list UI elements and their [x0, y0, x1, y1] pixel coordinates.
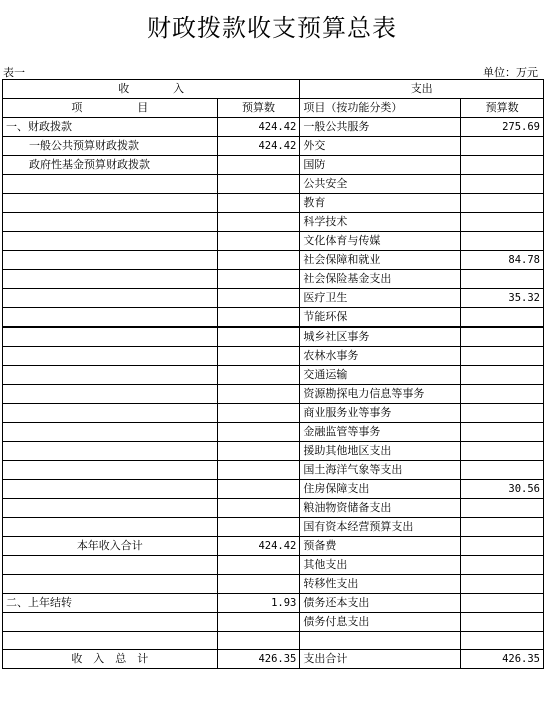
income-item-cell	[3, 423, 218, 442]
expense-budget-cell: 30.56	[461, 480, 544, 499]
expense-budget-cell	[461, 423, 544, 442]
expense-item-cell: 粮油物资储备支出	[300, 499, 461, 518]
expense-budget-cell	[461, 232, 544, 251]
income-budget-cell	[217, 251, 300, 270]
expense-item-cell: 转移性支出	[300, 575, 461, 594]
income-item-cell	[3, 308, 218, 328]
income-budget-cell	[217, 632, 300, 650]
income-item-cell	[3, 480, 218, 499]
expense-item-cell: 债务还本支出	[300, 594, 461, 613]
table-row	[3, 404, 544, 423]
income-budget-cell	[217, 442, 300, 461]
income-budget-cell	[217, 613, 300, 632]
income-item-cell	[3, 442, 218, 461]
table-row	[3, 556, 544, 575]
income-budget-cell	[217, 404, 300, 423]
expense-item-cell: 金融监管等事务	[300, 423, 461, 442]
income-budget-header: 预算数	[217, 99, 300, 118]
expense-budget-cell	[461, 575, 544, 594]
income-item-cell	[3, 213, 218, 232]
expense-item-cell: 交通运输	[300, 366, 461, 385]
income-item-cell	[3, 175, 218, 194]
table-row	[3, 594, 544, 613]
table-row	[3, 137, 544, 156]
table-row	[3, 175, 544, 194]
table-row	[3, 327, 544, 347]
expense-budget-cell	[461, 194, 544, 213]
income-item-cell	[3, 404, 218, 423]
income-budget-cell	[217, 232, 300, 251]
expense-item-header: 项目（按功能分类）	[300, 99, 461, 118]
expense-budget-cell	[461, 137, 544, 156]
table-row	[3, 518, 544, 537]
expense-budget-cell	[461, 442, 544, 461]
expense-budget-cell	[461, 499, 544, 518]
income-item-cell: 收 入 总 计	[3, 650, 218, 669]
income-budget-cell	[217, 175, 300, 194]
income-item-cell: 政府性基金预算财政拨款	[3, 156, 218, 175]
income-item-cell	[3, 347, 218, 366]
expense-budget-cell: 275.69	[461, 118, 544, 137]
income-item-cell: 一般公共预算财政拨款	[3, 137, 218, 156]
table-row	[3, 499, 544, 518]
header-row-sub	[3, 99, 544, 118]
expense-budget-cell	[461, 366, 544, 385]
expense-item-cell: 其他支出	[300, 556, 461, 575]
expense-budget-cell	[461, 613, 544, 632]
expense-item-cell: 外交	[300, 137, 461, 156]
income-item-cell	[3, 556, 218, 575]
income-item-cell	[3, 270, 218, 289]
table-row	[3, 251, 544, 270]
unit-label: 单位：万元	[483, 66, 538, 79]
income-item-cell: 本年收入合计	[3, 537, 218, 556]
table-row	[3, 442, 544, 461]
table-row	[3, 213, 544, 232]
income-budget-cell	[217, 213, 300, 232]
income-budget-cell	[217, 270, 300, 289]
expense-item-cell: 资源勘探电力信息等事务	[300, 385, 461, 404]
expense-item-cell: 教育	[300, 194, 461, 213]
income-budget-cell	[217, 289, 300, 308]
expense-budget-cell	[461, 461, 544, 480]
income-budget-cell	[217, 194, 300, 213]
expense-item-cell: 国土海洋气象等支出	[300, 461, 461, 480]
expense-budget-cell	[461, 156, 544, 175]
expense-item-cell	[300, 632, 461, 650]
table-row	[3, 308, 544, 328]
table-row	[3, 118, 544, 137]
table-row	[3, 194, 544, 213]
expense-item-cell: 社会保险基金支出	[300, 270, 461, 289]
table-row	[3, 347, 544, 366]
income-budget-cell: 1.93	[217, 594, 300, 613]
income-item-cell	[3, 366, 218, 385]
expense-budget-cell	[461, 537, 544, 556]
expense-budget-cell	[461, 385, 544, 404]
header-row-top	[3, 80, 544, 99]
expense-item-cell: 住房保障支出	[300, 480, 461, 499]
income-budget-cell	[217, 575, 300, 594]
expense-item-cell: 援助其他地区支出	[300, 442, 461, 461]
expense-item-cell: 一般公共服务	[300, 118, 461, 137]
income-item-cell	[3, 194, 218, 213]
table-row	[3, 289, 544, 308]
table-number: 表一	[3, 66, 25, 79]
income-item-cell	[3, 232, 218, 251]
expense-item-cell: 文化体育与传媒	[300, 232, 461, 251]
table-row	[3, 537, 544, 556]
expense-budget-cell	[461, 327, 544, 347]
table-row	[3, 480, 544, 499]
income-item-cell	[3, 289, 218, 308]
income-budget-cell	[217, 347, 300, 366]
expense-budget-cell	[461, 632, 544, 650]
expense-budget-cell: 35.32	[461, 289, 544, 308]
income-item-cell: 一、财政拨款	[3, 118, 218, 137]
expense-item-cell: 社会保障和就业	[300, 251, 461, 270]
expense-budget-cell	[461, 594, 544, 613]
income-budget-cell	[217, 423, 300, 442]
table-row	[3, 423, 544, 442]
income-item-header: 项 目	[3, 99, 218, 118]
income-item-cell	[3, 632, 218, 650]
income-item-cell	[3, 518, 218, 537]
income-budget-cell	[217, 366, 300, 385]
table-row	[3, 232, 544, 251]
table-row	[3, 650, 544, 669]
expense-item-cell: 预备费	[300, 537, 461, 556]
income-budget-cell	[217, 385, 300, 404]
income-budget-cell: 424.42	[217, 118, 300, 137]
income-item-cell	[3, 385, 218, 404]
income-budget-cell: 426.35	[217, 650, 300, 669]
income-item-cell	[3, 327, 218, 347]
expense-item-cell: 公共安全	[300, 175, 461, 194]
income-budget-cell	[217, 556, 300, 575]
expense-item-cell: 国防	[300, 156, 461, 175]
income-budget-cell	[217, 480, 300, 499]
expense-budget-cell	[461, 175, 544, 194]
expense-budget-header: 预算数	[461, 99, 544, 118]
table-row	[3, 156, 544, 175]
table-row	[3, 366, 544, 385]
table-row	[3, 385, 544, 404]
table-row	[3, 632, 544, 650]
table-row	[3, 461, 544, 480]
income-budget-cell	[217, 461, 300, 480]
budget-table	[2, 79, 544, 669]
income-item-cell	[3, 461, 218, 480]
expense-item-cell: 商业服务业等事务	[300, 404, 461, 423]
income-budget-cell	[217, 327, 300, 347]
expense-item-cell: 国有资本经营预算支出	[300, 518, 461, 537]
expense-budget-cell	[461, 347, 544, 366]
income-budget-cell: 424.42	[217, 537, 300, 556]
income-budget-cell	[217, 499, 300, 518]
expense-item-cell: 科学技术	[300, 213, 461, 232]
expense-item-cell: 农林水事务	[300, 347, 461, 366]
income-budget-cell	[217, 308, 300, 328]
income-item-cell	[3, 251, 218, 270]
income-budget-cell: 424.42	[217, 137, 300, 156]
income-budget-cell	[217, 518, 300, 537]
table-row	[3, 613, 544, 632]
expense-item-cell: 节能环保	[300, 308, 461, 328]
income-item-cell	[3, 499, 218, 518]
expense-budget-cell: 84.78	[461, 251, 544, 270]
expense-item-cell: 医疗卫生	[300, 289, 461, 308]
expense-budget-cell	[461, 518, 544, 537]
expense-budget-cell	[461, 404, 544, 423]
income-budget-cell	[217, 156, 300, 175]
expense-item-cell: 支出合计	[300, 650, 461, 669]
income-item-cell	[3, 575, 218, 594]
expense-budget-cell	[461, 308, 544, 328]
expense-item-cell: 债务付息支出	[300, 613, 461, 632]
expense-budget-cell	[461, 213, 544, 232]
income-item-cell: 二、上年结转	[3, 594, 218, 613]
income-item-cell	[3, 613, 218, 632]
expense-budget-cell	[461, 270, 544, 289]
expense-header: 支出	[300, 80, 544, 99]
income-header: 收 入	[3, 80, 300, 99]
expense-budget-cell: 426.35	[461, 650, 544, 669]
table-row	[3, 575, 544, 594]
page-title: 财政拨款收支预算总表	[147, 14, 397, 42]
expense-budget-cell	[461, 556, 544, 575]
expense-item-cell: 城乡社区事务	[300, 327, 461, 347]
table-row	[3, 270, 544, 289]
